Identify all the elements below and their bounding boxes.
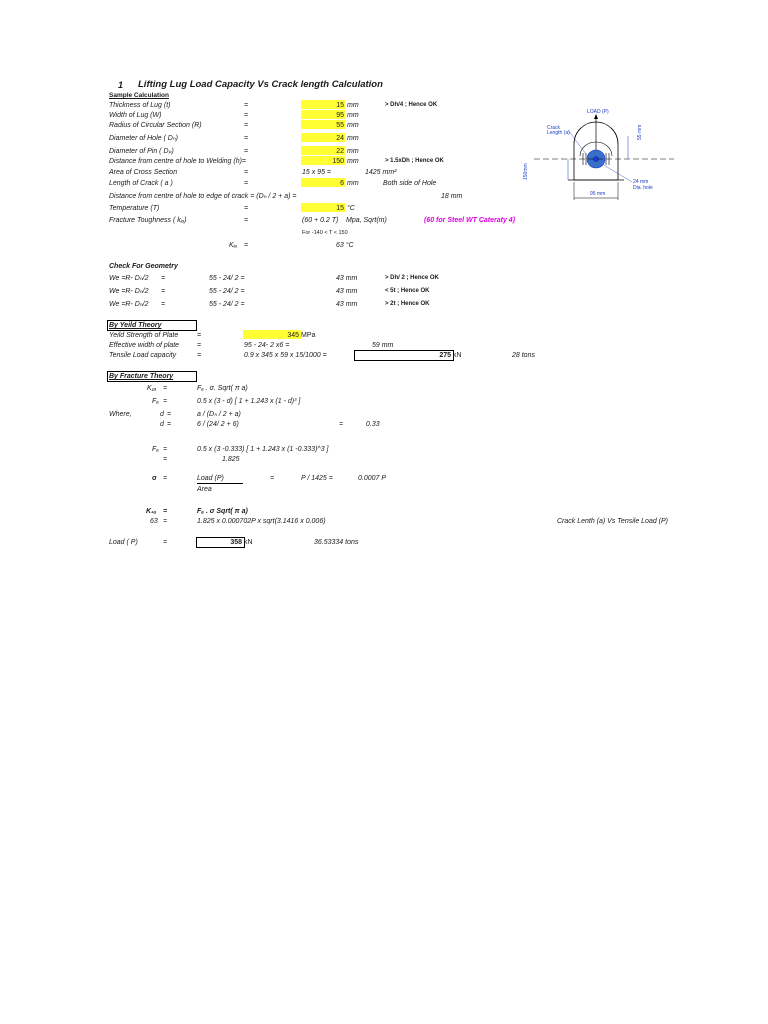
input-value: 24 [336,135,344,142]
input-unit: mm [347,158,359,165]
fraction-bar [197,483,243,484]
input-label: Distance from centre of hole to edge of crack = (Dₕ / 2 + a) = [109,193,297,200]
page-title: Lifting Lug Load Capacity Vs Crack length Calculation [138,79,383,90]
fd2-expr: 0.5 x (3 -0.333) [ 1 + 1.243 x (1 -0.333)^3 ] [197,446,329,453]
fd-label: Fₐ [152,398,159,405]
geometry-value: 43 mm [336,275,358,282]
diagram-crack-label-1: Crack [547,125,561,131]
k1-label: K₁ₐ [147,385,157,392]
d1-label: d [160,411,164,418]
load-label: Load ( P) [109,539,138,546]
geometry-expr: 55 - 24/ 2 = [209,275,245,282]
geometry-eq: = [161,275,166,282]
d2-expr: 6 / (24/ 2 + 6) [197,421,239,428]
input-note: > 1.5xDh ; Hence OK [385,158,444,164]
sigma-eq2: = [270,475,275,482]
diagram-width-label: 95 mm [590,191,606,197]
input-label: Thickness of Lug (t) [109,102,171,109]
diagram-hole-label-2: Dia. hole [633,185,653,191]
tensile-tons: 28 tons [512,352,535,359]
diagram-load-label: LOAD (P) [587,109,609,115]
geometry-label: We =R- Dₕ/2 [109,275,149,282]
d1-expr: a / (Dₕ / 2 + a) [197,411,241,418]
geometry-heading: Check For Geometry [109,263,178,270]
geometry-value: 43 mm [336,301,358,308]
input-unit: mm [347,135,359,142]
k1b-label: K₁ₐ [146,508,157,515]
tensile-eq: = [197,352,202,359]
diagram-radius-label: 55 mm [637,124,643,140]
input-value: (60 + 0.2 T) [302,217,339,224]
diagram-crack-label-2: Length (a) [547,130,570,136]
yield-strength-unit: MPa [301,332,316,339]
input-unit: Mpa, Sqrt(m) [346,217,387,224]
input-eq: = [244,135,249,142]
kic-eq: = [244,242,249,249]
d2-eq: = [167,421,172,428]
yield-strength-value: 345 [287,332,299,339]
yield-strength-label: Yeild Strength of Plate [109,332,179,339]
k1b-eq: = [163,508,168,515]
k1-eq: = [163,385,168,392]
input-value: 55 [336,122,344,129]
eff-width-eq: = [197,342,202,349]
d2-value: 0.33 [366,421,380,428]
sigma-eq: = [163,475,168,482]
input-label: Diameter of Hole ( Dₕ) [109,135,178,142]
sigma-value: 0.0007 P [358,475,387,482]
geometry-note: > Dh/ 2 ; Hence OK [385,275,439,281]
fd2-value: 1.825 [222,456,240,463]
input-label: Temperature (T) [109,205,160,212]
input-eq: = [244,169,249,176]
input-value: 18 mm [441,193,463,200]
input-note: (60 for Steel WT Cateraty 4) [424,217,516,224]
input-note: > Dh/4 ; Hence OK [385,102,438,108]
d1-eq: = [167,411,172,418]
where-label: Where, [109,411,132,418]
input-unit: mm [347,112,359,119]
title-number: 1 [118,80,124,90]
k1v-eq: = [163,518,168,525]
input-label: Area of Cross Section [109,169,178,176]
input-eq: = [244,217,249,224]
input-eq: = [244,102,249,109]
yield-heading: By Yeild Theory [109,322,162,329]
input-value: 22 [336,148,344,155]
tensile-expr: 0.9 x 345 x 59 x 15/1000 = [244,352,327,359]
input-eq: = [244,205,249,212]
diagram-height-label: 150mm [523,163,529,180]
geometry-eq: = [161,288,166,295]
load-unit: kN [244,539,253,546]
d2-eq2: = [339,421,344,428]
sigma-denominator: Area [197,486,212,493]
input-note: Both side of Hole [383,180,437,187]
geometry-label: We =R- Dₕ/2 [109,301,149,308]
tensile-unit: kN [453,352,462,359]
input-unit: mm [347,102,359,109]
eff-width-label: Effective width of plate [109,342,180,349]
geometry-note: > 2t ; Hence OK [385,301,430,307]
input-value: 15 [336,205,344,212]
k1b-expr: Fₐ . σ Sqrt( π a) [197,508,248,515]
fd-eq: = [163,398,168,405]
input-eq: = [244,180,249,187]
tensile-value: 275 [439,352,451,359]
sigma-numerator: Load (P) [197,475,224,482]
sample-heading: Sample Calculation [109,92,169,99]
input-value: 6 [340,180,344,187]
input-eq: = [244,112,249,119]
fracture-heading: By Fracture Theory [109,373,174,380]
fd2-label: Fₐ [152,446,159,453]
input-eq: = [244,122,249,129]
eff-width-value: 59 mm [372,342,394,349]
k1v-label: 63 [150,518,158,525]
input-unit: °C [347,205,355,212]
sigma-expr: P / 1425 = [301,475,333,482]
diagram-hole-label-1: 24 mm [633,179,649,185]
yield-strength-eq: = [197,332,202,339]
input-label: Diameter of Pin ( Dₚ) [109,148,174,155]
input-label: Length of Crack ( a ) [109,180,173,187]
sigma-label: σ [152,475,157,482]
input-value: 15 x 95 = [302,169,331,176]
k1v-expr: 1.825 x 0.000702P x sqrt(3.1416 x 0.006) [197,518,326,525]
load-value: 358 [230,539,242,546]
kic-value: 63 °C [336,242,354,249]
geometry-note: < 5t ; Hence OK [385,288,430,294]
input-eq: = [244,148,249,155]
tensile-label: Tensile Load capacity [109,352,177,359]
input-unit: mm [347,122,359,129]
input-label: Width of Lug (W) [109,112,162,119]
input-label: Distance from centre of hole to Welding (h)= [109,158,247,165]
geometry-value: 43 mm [336,288,358,295]
fd2v-eq: = [163,456,168,463]
chart-note: Crack Lenth (a) Vs Tensile Load (P) [557,518,669,525]
toughness-range: For -140 < T < 150 [302,230,348,236]
input-unit: mm [347,180,359,187]
eff-width-expr: 95 - 24- 2 x6 = [244,342,290,349]
d2-label: d [160,421,164,428]
fd-expr: 0.5 x (3 - d) [ 1 + 1.243 x (1 - d)³ ] [197,398,301,405]
input-value: 95 [336,112,344,119]
input-unit: 1425 mm² [365,169,397,176]
geometry-expr: 55 - 24/ 2 = [209,301,245,308]
k1-expr: Fₐ . σ. Sqrt( π a) [197,385,248,392]
input-value: 15 [336,102,344,109]
input-label: Fracture Toughness ( kᵢₐ) [109,217,187,224]
kic-label: Kᵢₐ [229,242,238,249]
geometry-eq: = [161,301,166,308]
load-tons: 36.53334 tons [314,539,359,546]
fd2-eq: = [163,446,168,453]
input-label: Radius of Circular Section (R) [109,122,202,129]
input-unit: mm [347,148,359,155]
geometry-expr: 55 - 24/ 2 = [209,288,245,295]
input-value: 150 [332,158,344,165]
load-eq: = [163,539,168,546]
geometry-label: We =R- Dₕ/2 [109,288,149,295]
